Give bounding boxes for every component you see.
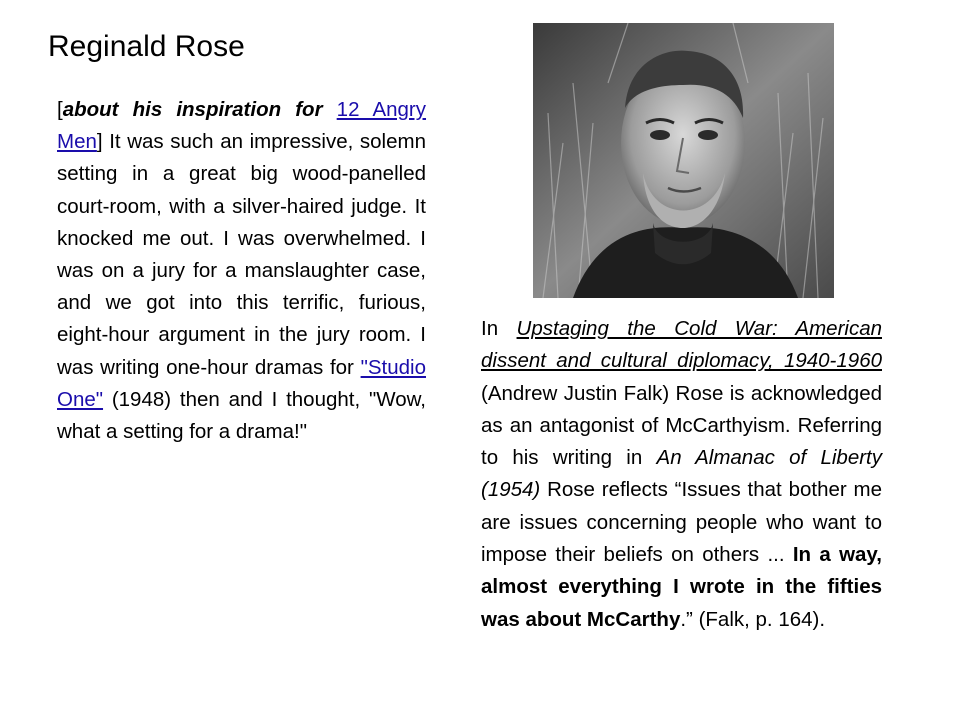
para-text-3: .” (Falk, p. 164). [680, 607, 826, 631]
quote-open-bracket: [ [57, 98, 63, 121]
studio-one-link[interactable]: "Studio One" [57, 355, 426, 411]
book-title: Upstaging the Cold War: American dissent and cultural diplomacy, 1940-1960 [481, 317, 882, 373]
para-bold: In a way, almost everything I wrote in the fifties was about McCarthy [481, 543, 882, 631]
page-title: Reginald Rose [48, 30, 245, 63]
portrait-photo [533, 23, 834, 298]
para-text-1: (Andrew Justin Falk) Rose is acknowledged as an antagonist of McCarthyism. Referring to his writing in [481, 381, 882, 470]
quote-text-2: (1948) then and I thought, "Wow, what a setting for a drama!" [57, 387, 426, 444]
book-link[interactable] [481, 317, 882, 372]
portrait-image [533, 23, 834, 298]
body-paragraph [481, 313, 882, 636]
quote-context: about his inspiration for [62, 98, 323, 121]
film-link[interactable]: 12 Angry Men [57, 98, 427, 154]
para-text-2: Rose reflects “Issues that bother me are issues concerning people who want to impose their beliefs on others ... [481, 478, 882, 567]
quote-paragraph [57, 94, 426, 448]
para-in: In [481, 317, 517, 340]
almanac-title: An Almanac of Liberty (1954) [481, 446, 882, 502]
quote-text-1: ] It was such an impressive, solemn setting in a great big wood-panelled court-room, with a silver-haired judge. It knocked me out. I was overwhelmed. I was on a jury for a manslaughter case, and we got into this terrific, furious, eight-hour argument in the jury room. I was writing one-hour dramas for [57, 130, 426, 379]
